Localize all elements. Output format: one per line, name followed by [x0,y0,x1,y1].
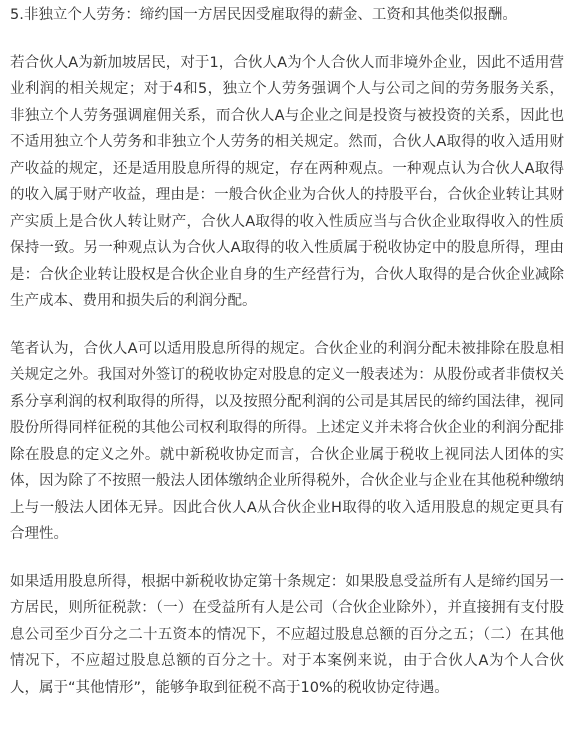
paragraph-author-view: 笔者认为，合伙人A可以适用股息所得的规定。合伙企业的利润分配未被排除在股息相关规定之外。我国对外签订的税收协定对股息的定义一般表述为：从股份或者非债权关系分享利润的权利取得的所得，以及按照分配利润的公司是其居民的缔约国法律，视同股份所得同样征税的其他公司权利取得的所得。上述定义并未将合伙企业的利润分配排除在股息的定义之外。就中新税收协定而言，合伙企业属于税收上视同法人团体的实体，因为除了不按照一般法人团体缴纳企业所得税外，合伙企业与企业在其他税种缴纳上与一般法人团体无异。因此合伙人A从合伙企业H取得的收入适用股息的规定更具有合理性。 [10,340,564,542]
paragraph-analysis: 若合伙人A为新加坡居民，对于1，合伙人A为个人合伙人而非境外企业，因此不适用营业利润的相关规定；对于4和5，独立个人劳务强调个人与公司之间的劳务服务关系，非独立个人劳务强调雇佣关系，而合伙人A与企业之间是投资与被投资的关系，因此也不适用独立个人劳务和非独立个人劳务的相关规定。然而，合伙人A取得的收入适用财产收益的规定，还是适用股息所得的规定，存在两种观点。一种观点认为合伙人A取得的收入属于财产收益，理由是：一般合伙企业为合伙人的持股平台，合伙企业转让其财产实质上是合伙人转让财产，合伙人A取得的收入性质应当与合伙企业取得收入的性质保持一致。另一种观点认为合伙人A取得的收入性质属于税收协定中的股息所得，理由是：合伙企业转让股权是合伙企业自身的生产经营行为，合伙人取得的是合伙企业减除生产成本、费用和损失后的利润分配。 [10,54,564,309]
paragraph-dividend-rate: 如果适用股息所得，根据中新税收协定第十条规定：如果股息受益所有人是缔约国另一方居民，则所征税款：（一）在受益所有人是公司（合伙企业除外），并直接拥有支付股息公司至少百分之二十五资本的情况下，不应超过股息总额的百分之五；（二）在其他情况下，不应超过股息总额的百分之十。对于本案例来说，由于合伙人A为个人合伙人，属于“其他情形”，能够争取到征税不高于10%的税收协定待遇。 [10,573,564,696]
paragraph-dependent-services: 5.非独立个人劳务：缔约国一方居民因受雇取得的薪金、工资和其他类似报酬。 [10,7,517,23]
